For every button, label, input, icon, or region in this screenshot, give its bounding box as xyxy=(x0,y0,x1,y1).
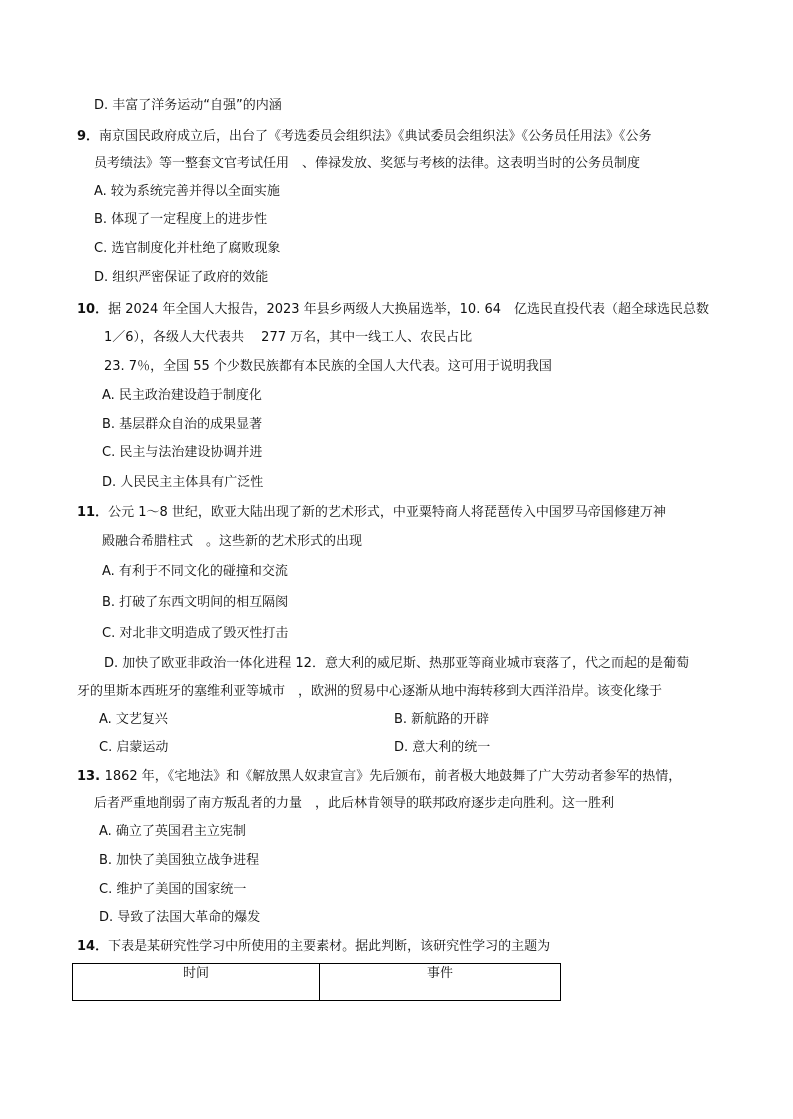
q10-stem-line3: 23. 7％，全国 55 个少数民族都有本民族的全国人大代表。这可用于说明我国 xyxy=(104,359,552,374)
q9-stem-line1 xyxy=(77,130,652,143)
q10-option-a: A. 民主政治建设趋于制度化 xyxy=(102,388,262,403)
q11-stem-text1: 公元 1～8 世纪，欧亚大陆出现了新的艺术形式，中亚粟特商人将琵琶传入中国罗马帝国修建万神 xyxy=(108,505,666,520)
q11-option-c: C. 对北非文明造成了毁灭性打击 xyxy=(102,626,289,641)
q13-option-d: D. 导致了法国大革命的爆发 xyxy=(99,910,261,925)
q10-stem-text1: 据 2024 年全国人大报告，2023 年县乡两级人大换届选举，10. 64 亿选民直投代表（超全球选民总数 xyxy=(108,302,710,317)
q11-option-a: A. 有利于不同文化的碰撞和交流 xyxy=(102,564,288,579)
q14-stem xyxy=(77,940,550,953)
q10-option-d: D. 人民民主主体具有广泛性 xyxy=(102,475,264,490)
table-header-row xyxy=(73,964,561,1001)
q10-option-c: C. 民主与法治建设协调并进 xyxy=(102,445,263,460)
q10-option-b: B. 基层群众自治的成果显著 xyxy=(102,417,263,432)
q9-option-b: B. 体现了一定程度上的进步性 xyxy=(94,212,268,227)
q12-option-d: D. 意大利的统一 xyxy=(394,740,491,755)
q12-option-b: B. 新航路的开辟 xyxy=(394,712,490,727)
q9-stem-text1: 南京国民政府成立后，出台了《考选委员会组织法》《典试委员会组织法》《公务员任用法》《公务 xyxy=(99,129,652,144)
q13-number: 13. xyxy=(77,769,105,784)
q13-option-a: A. 确立了英国君主立宪制 xyxy=(99,824,246,839)
q13-option-c: C. 维护了美国的国家统一 xyxy=(99,882,247,897)
q12-option-c: C. 启蒙运动 xyxy=(99,740,169,755)
q10-stem-line2: 1／6），各级人大代表共 277 万名，其中一线工人、农民占比 xyxy=(104,330,473,345)
q14-material-table xyxy=(72,963,561,1001)
q13-stem-line2: 后者严重地削弱了南方叛乱者的力量 ，此后林肯领导的联邦政府逐步走向胜利。这一胜利 xyxy=(94,796,615,811)
q13-stem-text1: 1862 年，《宅地法》和《解放黑人奴隶宣言》先后颁布，前者极大地鼓舞了广大劳动者参军的热情， xyxy=(104,769,682,784)
q11-stem-line2: 殿融合希腊柱式 。这些新的艺术形式的出现 xyxy=(102,534,363,549)
q11-number: 11． xyxy=(77,505,109,520)
q9-option-c: C. 选官制度化并杜绝了腐败现象 xyxy=(94,241,281,256)
q9-option-d: D. 组织严密保证了政府的效能 xyxy=(94,270,269,285)
table-header-time: 时间 xyxy=(73,964,320,1001)
q11-stem-line1 xyxy=(77,506,666,519)
q10-number: 10． xyxy=(77,302,109,317)
q11-option-b: B. 打破了东西文明间的相互隔阂 xyxy=(102,595,289,610)
q14-stem-text: 下表是某研究性学习中所使用的主要素材。据此判断，该研究性学习的主题为 xyxy=(108,939,551,954)
q13-stem-line1 xyxy=(77,770,681,783)
q10-stem-line1 xyxy=(77,303,709,316)
table-header-event: 事件 xyxy=(320,964,561,1001)
q13-option-b: B. 加快了美国独立战争进程 xyxy=(99,853,260,868)
q12-stem-line2: 牙的里斯本西班牙的塞维利亚等城市 ，欧洲的贸易中心逐渐从地中海转移到大西洋沿岸。该变化缘于 xyxy=(77,684,663,699)
q9-option-a: A. 较为系统完善并得以全面实施 xyxy=(94,184,280,199)
q9-stem-line2: 员考绩法》等一整套文官考试任用 、俸禄发放、奖惩与考核的法律。这表明当时的公务员制度 xyxy=(94,156,641,171)
q14-number: 14． xyxy=(77,939,109,954)
q12-option-a: A. 文艺复兴 xyxy=(99,712,168,727)
q9-number: 9． xyxy=(77,129,100,144)
q8-option-d: D. 丰富了洋务运动“自强”的内涵 xyxy=(94,98,282,113)
q11-option-d-q12-stem: D. 加快了欧亚非政治一体化进程 12．意大利的威尼斯、热那亚等商业城市衰落了，代之而起的是葡萄 xyxy=(104,656,689,671)
